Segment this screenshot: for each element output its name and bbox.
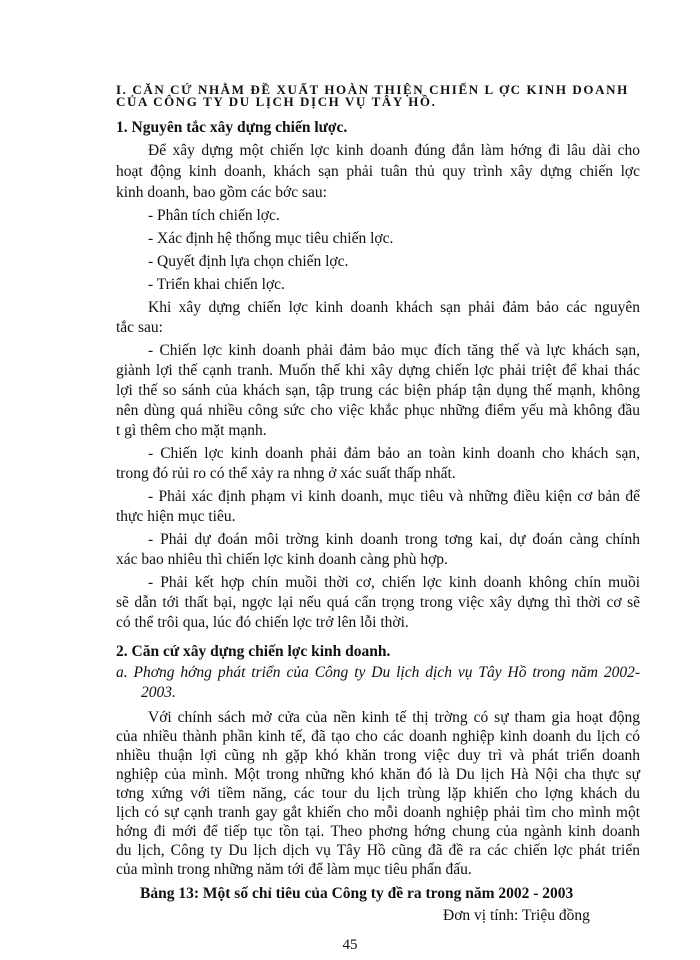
unit-note: Đơn vị tính: Triệu đồng <box>443 907 590 924</box>
paragraph-line: hớng đi mới để tiếp tục tồn tại. Theo phơng hớng chung của ngành kinh doanh <box>116 823 640 840</box>
page-number: 45 <box>342 937 358 953</box>
subheading-principles: 1. Nguyên tắc xây dựng chiến lược. <box>116 119 348 136</box>
paragraph-line: nhiều thuận lợi cũng nh gặp khó khăn trong việc duy trì và phát triển doanh <box>116 747 640 764</box>
paragraph-line: lợi thế so sánh của khách sạn, tập trung các biện pháp tận dụng thế mạnh, không <box>116 382 640 399</box>
paragraph-line: lịch có sự cạnh tranh gay gắt khiến cho mỗi doanh nghiệp phải tìm cho mình một <box>116 804 640 821</box>
paragraph-line: - Phải dự đoán môi trờng kinh doanh trong tơng kai, dự đoán càng chính <box>148 531 640 548</box>
paragraph-line: giành lợi thế cạnh tranh. Muốn thế khi xây dựng chiến lợc phải triệt để khai thác <box>116 362 640 379</box>
subheading-direction-line-1: a. Phơng hớng phát triển của Công ty Du lịch dịch vụ Tây Hồ trong năm 2002- <box>116 664 640 681</box>
paragraph-line: du lịch, Công ty Du lịch dịch vụ Tây Hồ cũng đã đề ra các chiến lợc phát triển <box>116 842 640 859</box>
paragraph-line: tắc sau: <box>116 319 163 336</box>
step-item: - Quyết định lựa chọn chiến lợc. <box>148 253 349 270</box>
paragraph-line: trong đó rủi ro có thể xảy ra nhng ở xác suất thấp nhất. <box>116 465 456 482</box>
step-item: - Xác định hệ thống mục tiêu chiến lợc. <box>148 230 394 247</box>
subheading-direction-line-2: 2003. <box>141 684 176 701</box>
paragraph-line: Với chính sách mở cửa của nền kinh tế thị trờng có sự tham gia hoạt động <box>148 709 640 726</box>
paragraph-line: Để xây dựng một chiến lợc kinh doanh đúng đắn làm hớng đi lâu dài cho <box>148 142 640 159</box>
paragraph-line: - Chiến lợc kinh doanh phải đảm bảo mục đích tăng thế và lực khách sạn, <box>148 342 640 359</box>
paragraph-line: của mình trong những năm tới để làm mục tiêu phấn đấu. <box>116 861 472 878</box>
paragraph-line: sẽ dẫn tới thất bại, ngợc lại nếu quá cẩn trọng trong việc xây dựng thì thời cơ sẽ <box>116 594 640 611</box>
paragraph-line: - Chiến lợc kinh doanh phải đảm bảo an toàn kinh doanh cho khách sạn, <box>148 445 640 462</box>
paragraph-line: tơng xứng với tiềm năng, các tour du lịch trùng lặp khiến cho lợng khách du <box>116 785 640 802</box>
paragraph-line: thực hiện mục tiêu. <box>116 508 236 525</box>
paragraph-line: kinh doanh, bao gồm các bớc sau: <box>116 184 327 201</box>
section-heading-line-2: CỦA CÔNG TY DU LỊCH DỊCH VỤ TÂY HỒ. <box>116 94 437 109</box>
section-heading-line-1: I. CĂN CỨ NHẰM ĐỀ XUẤT HOÀN THIỆN CHIẾN L ỢC KINH DOANH <box>116 82 629 97</box>
paragraph-line: t gì thêm cho mặt mạnh. <box>116 422 267 439</box>
paragraph-line: - Phải xác định phạm vi kinh doanh, mục tiêu và những điều kiện cơ bản để <box>148 488 640 505</box>
paragraph-line: hoạt động kinh doanh, khách sạn phải tuân thủ quy trình xây dựng chiến lợc <box>116 163 640 180</box>
paragraph-line: xác bao nhiêu thì chiến lợc kinh doanh càng phù hợp. <box>116 551 448 568</box>
step-item: - Phân tích chiến lợc. <box>148 207 280 224</box>
subheading-basis: 2. Căn cứ xây dựng chiến lợc kinh doanh. <box>116 643 391 660</box>
paragraph-line: của nhiều thành phần kinh tế, đã tạo cho các doanh nghiệp kinh doanh du lịch có <box>116 728 640 745</box>
paragraph-line: Khi xây dựng chiến lợc kinh doanh khách sạn phải đảm bảo các nguyên <box>148 299 640 316</box>
paragraph-line: có thể trôi qua, lúc đó chiến lợc trở lên lỗi thời. <box>116 614 409 631</box>
paragraph-line: - Phải kết hợp chín muồi thời cơ, chiến lợc kinh doanh không chín muồi <box>148 574 640 591</box>
step-item: - Triển khai chiến lợc. <box>148 276 285 293</box>
paragraph-line: nên dùng quá nhiều công sức cho việc khắc phục những điểm yếu mà không đầu <box>116 402 640 419</box>
paragraph-line: nghiệp của mình. Một trong những khó khăn đó là Du lịch Hà Nội cha thực sự <box>116 766 640 783</box>
table-caption: Bảng 13: Một số chỉ tiêu của Công ty đề ra trong năm 2002 - 2003 <box>140 885 574 902</box>
